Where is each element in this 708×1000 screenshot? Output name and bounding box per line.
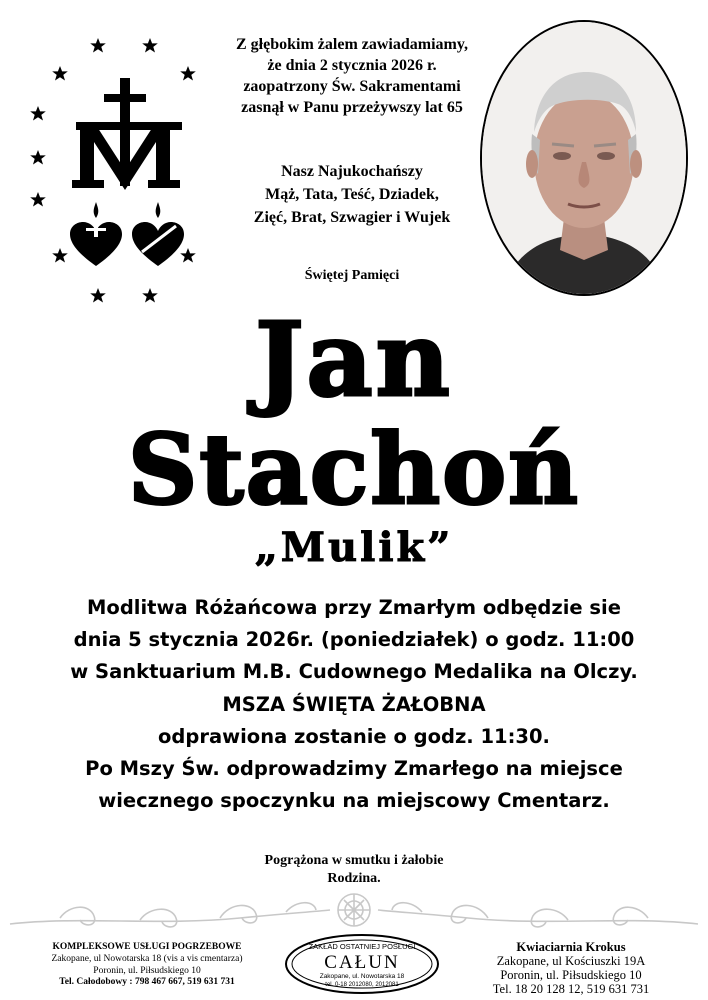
ceremony-line: wiecznego spoczynku na miejscowy Cmentarz. [98,789,610,813]
calun-name: CAŁUN [324,952,400,973]
family-line: Zięć, Brat, Szwagier i Wujek [253,209,451,226]
miraculous-medal-emblem [24,30,200,310]
intro-line: zasnął w Panu przeżywszy lat 65 [241,99,463,116]
ceremony-line: Modlitwa Różańcowa przy Zmarłym odbędzie sie [87,596,621,619]
footer-left-line: Zakopane, ul Nowotarska 18 (vis a vis cmentarza) [51,953,243,964]
florist-info [440,940,702,996]
deceased-nickname: „Mulik” [254,524,454,571]
announcement-intro [196,34,508,118]
family-line: Mąż, Tata, Teść, Dziadek, [265,186,439,203]
family-relations [196,160,508,229]
deceased-last-name: Stachoń [128,413,580,526]
grief-line: Pogrążona w smutku i żałobie [264,853,444,868]
ceremony-details [0,592,708,817]
memory-label: Świętej Pamięci [304,268,400,283]
portrait-photo [480,20,688,296]
floral-divider-ornament [0,888,708,934]
calun-logo [284,933,440,995]
footer-left-line: KOMPLEKSOWE USŁUGI POGRZEBOWE [52,942,242,952]
ceremony-line: Po Mszy Św. odprowadzimy Zmarłego na miejsce [85,757,623,781]
grief-signature-family: Rodzina. [327,871,381,886]
ceremony-line: MSZA ŚWIĘTA ŻAŁOBNA [222,692,486,716]
calun-phone: tel. 0-18 2012080, 2012081 [325,982,399,988]
intro-line: zaopatrzony Św. Sakramentami [243,78,461,95]
florist-line: Poronin, ul. Piłsudskiego 10 [500,968,642,982]
intro-line: że dnia 2 stycznia 2026 r. [267,57,437,74]
family-line: Nasz Najukochańszy [281,163,423,180]
deceased-first-name: Jan [255,300,453,420]
sacred-hearts-icon [70,202,184,266]
calun-address: Zakopane, ul. Nowotarska 18 [319,973,405,980]
florist-line: Tel. 18 20 128 12, 519 631 731 [492,982,650,996]
florist-line: Zakopane, ul Kościuszki 19A [496,954,646,968]
intro-line: Z głębokim żalem zawiadamiamy, [236,36,468,53]
miraculous-medal-monogram-icon [72,78,182,190]
footer-left-line: Poronin, ul. Piłsudskiego 10 [93,965,201,976]
grief-signature [0,852,708,888]
calun-top-text: ZAKŁAD OSTATNIEJ POSŁUGI [308,942,416,951]
ceremony-line: odprawiona zostanie o godz. 11:30. [158,724,550,748]
portrait-illustration [482,22,686,294]
ceremony-line: w Sanktuarium M.B. Cudownego Medalika na Olczy. [70,660,638,684]
funeral-services-info [8,942,286,989]
ceremony-line: dnia 5 stycznia 2026r. (poniedziałek) o godz. 11:00 [73,628,635,652]
florist-name: Kwiaciarnia Krokus [516,940,626,954]
footer-left-line: Tel. Całodobowy : 798 467 667, 519 631 731 [59,977,235,988]
